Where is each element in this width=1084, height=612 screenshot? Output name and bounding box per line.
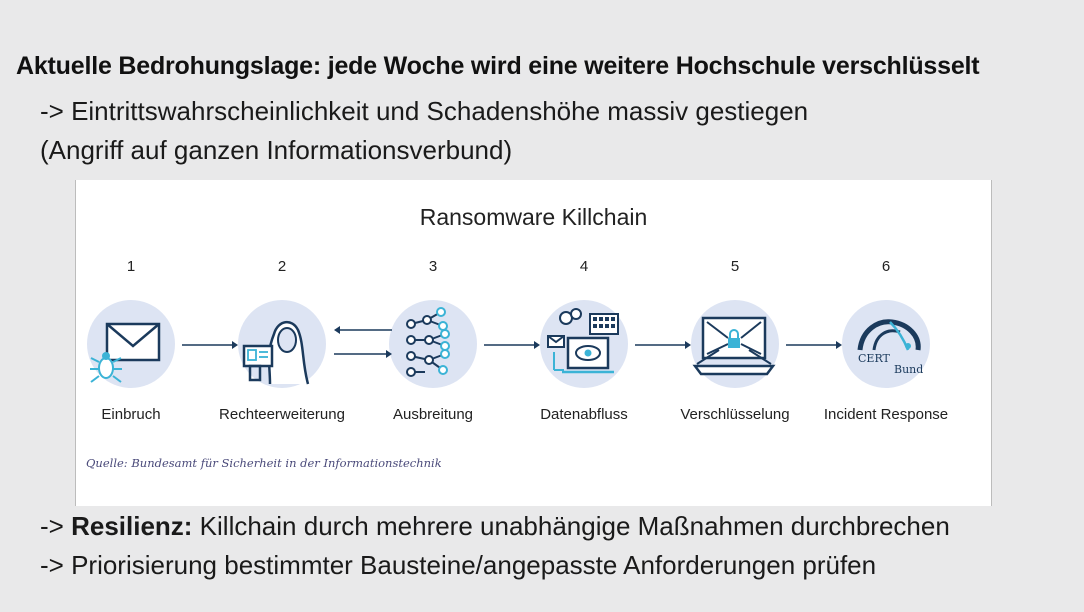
step-label: Rechteerweiterung xyxy=(219,406,345,423)
arrow-3-to-4 xyxy=(482,337,542,353)
data-exfiltration-icon xyxy=(532,294,636,394)
cert-bund-icon xyxy=(834,294,938,394)
resilience-prefix: -> xyxy=(40,511,72,541)
bund-logo-text: Bund xyxy=(894,363,924,376)
arrow-1-to-2 xyxy=(180,337,240,353)
step-number: 3 xyxy=(428,258,438,275)
chained-laptop-icon xyxy=(683,294,787,394)
hooded-hacker-icon xyxy=(230,294,334,394)
arrow-2-3-bidirectional xyxy=(332,322,394,362)
step-number: 2 xyxy=(277,258,287,275)
arrow-4-to-5 xyxy=(633,337,693,353)
arrow-5-to-6 xyxy=(784,337,844,353)
figure-title: Ransomware Killchain xyxy=(419,204,648,230)
step-number: 6 xyxy=(881,258,891,275)
step-number: 1 xyxy=(126,258,136,275)
prioritization-line: -> Priorisierung bestimmter Bausteine/angepasste Anforderungen prüfen xyxy=(40,550,877,580)
step-label: Datenabfluss xyxy=(540,406,628,423)
slide-title: Aktuelle Bedrohungslage: jede Woche wird eine weitere Hochschule verschlüsselt xyxy=(16,52,980,80)
network-spread-icon xyxy=(381,294,485,394)
envelope-bug-icon xyxy=(79,294,183,394)
step-label: Einbruch xyxy=(101,406,161,423)
cert-logo-text: CERT xyxy=(858,352,890,365)
resilience-line xyxy=(40,511,950,542)
killchain-figure xyxy=(75,180,992,506)
step-label: Verschlüsselung xyxy=(680,406,790,423)
step-label: Incident Response xyxy=(823,406,949,423)
step-number: 4 xyxy=(579,258,589,275)
resilience-keyword: Resilienz: xyxy=(71,511,193,541)
threat-line-attack-scope: (Angriff auf ganzen Informationsverbund) xyxy=(40,135,513,165)
step-number: 5 xyxy=(730,258,740,275)
step-label: Ausbreitung xyxy=(392,406,474,423)
resilience-text: Killchain durch mehrere unabhängige Maßnahmen durchbrechen xyxy=(192,511,950,541)
threat-line-probability: -> Eintrittswahrscheinlichkeit und Schadenshöhe massiv gestiegen xyxy=(40,96,809,126)
figure-source: Quelle: Bundesamt für Sicherheit in der Informationstechnik xyxy=(86,456,442,470)
